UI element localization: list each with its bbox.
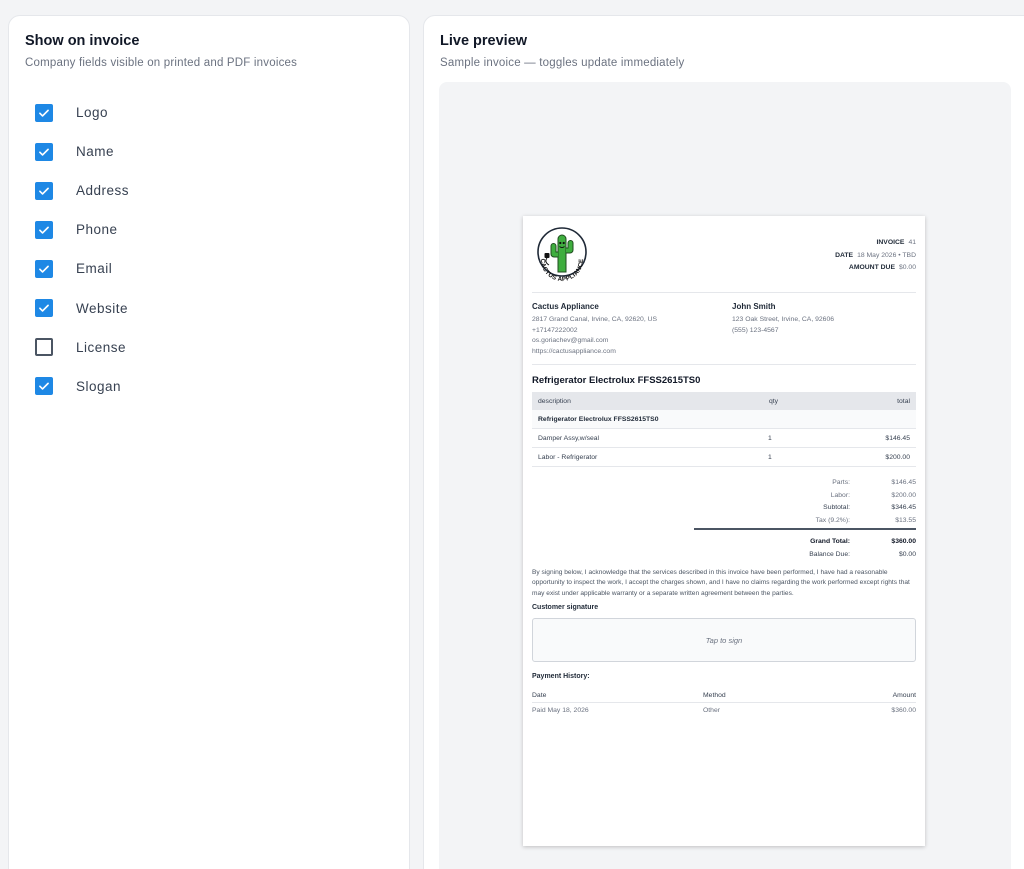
check-icon	[37, 262, 51, 276]
card-title: Live preview	[440, 33, 528, 49]
totals-balance-due	[694, 548, 916, 561]
company-phone: +17147222002	[532, 326, 578, 334]
amount-due-value: $0.00	[898, 264, 916, 271]
card-title: Show on invoice	[25, 33, 140, 49]
invoice-document	[523, 216, 925, 846]
item-qty: 1	[768, 434, 772, 442]
totals-parts	[694, 476, 916, 489]
option-label: Email	[76, 261, 113, 277]
card-subtitle: Company fields visible on printed and PDF invoices	[25, 57, 298, 69]
totals-label: Parts:	[832, 478, 850, 486]
payment-history-title: Payment History:	[532, 673, 590, 680]
signature-label: Customer signature	[532, 604, 599, 611]
checkbox-unchecked[interactable]	[35, 338, 53, 356]
payment-date: Paid May 18, 2026	[532, 707, 589, 714]
company-email: os.goriachev@gmail.com	[532, 337, 609, 345]
item-description: Damper Assy,w/seal	[538, 434, 600, 442]
customer-name: John Smith	[732, 302, 776, 311]
field-options	[35, 93, 129, 406]
col-date: Date	[532, 691, 547, 699]
check-icon	[37, 145, 51, 159]
totals-value: $200.00	[891, 491, 916, 499]
totals-subtotal	[694, 502, 916, 515]
option-label: Website	[76, 300, 129, 316]
logo-lettering: CACTUS APPLIANCE	[538, 258, 586, 284]
totals-label: Labor:	[830, 491, 850, 499]
line-items-table	[532, 392, 916, 467]
option-license[interactable]	[35, 328, 129, 367]
card-subtitle: Sample invoice — toggles update immediately	[440, 57, 685, 69]
totals-value: $13.55	[895, 517, 916, 525]
option-label: Name	[76, 144, 115, 160]
check-icon	[37, 301, 51, 315]
group-label: Refrigerator Electrolux FFSS2615TS0	[538, 415, 659, 423]
check-icon	[37, 223, 51, 237]
totals-grand-total	[694, 535, 916, 548]
checkbox-checked[interactable]	[35, 221, 53, 239]
col-amount: Amount	[892, 691, 916, 699]
option-label: License	[76, 339, 127, 355]
checkbox-checked[interactable]	[35, 182, 53, 200]
item-total: $200.00	[885, 453, 910, 461]
option-phone[interactable]	[35, 210, 129, 249]
option-label: Slogan	[76, 378, 122, 394]
option-name[interactable]	[35, 132, 129, 171]
totals-label: Subtotal:	[823, 504, 850, 512]
divider	[532, 364, 916, 365]
checkbox-checked[interactable]	[35, 104, 53, 122]
option-logo[interactable]	[35, 93, 129, 132]
company-name: Cactus Appliance	[532, 302, 599, 311]
table-header	[532, 392, 916, 410]
payment-history-header	[532, 688, 916, 703]
totals-rule	[694, 528, 916, 530]
totals-value: $346.45	[891, 504, 916, 512]
checkbox-checked[interactable]	[35, 143, 53, 161]
totals-label: Grand Total:	[810, 538, 850, 546]
check-icon	[37, 379, 51, 393]
company-block	[532, 302, 657, 357]
check-icon	[37, 184, 51, 198]
payment-row	[532, 703, 916, 718]
invoice-number: 41	[908, 239, 916, 246]
divider	[532, 292, 916, 293]
invoice-meta	[835, 237, 916, 275]
check-icon	[37, 106, 51, 120]
acknowledgement-text: By signing below, I acknowledge that the services described in this invoice have been performed, I have had a reasonable opportunity to inspect the work, I accept the charges shown, and I have no claims regarding the work performed except rights that may exist under applicable warranty or a separate written agreement between the parties.	[532, 569, 910, 597]
checkbox-checked[interactable]	[35, 377, 53, 395]
totals-label: Balance Due:	[809, 550, 850, 558]
payment-amount: $360.00	[891, 707, 916, 714]
totals-value: $146.45	[891, 478, 916, 486]
totals-labor	[694, 489, 916, 502]
col-description: description	[538, 397, 571, 405]
option-label: Address	[76, 183, 130, 199]
signature-placeholder: Tap to sign	[705, 635, 743, 645]
col-total: total	[897, 397, 910, 405]
amount-due-label: AMOUNT DUE	[848, 264, 895, 271]
company-address: 2817 Grand Canal, Irvine, CA, 92620, US	[532, 316, 658, 324]
option-label: Logo	[76, 105, 109, 121]
signature-pad[interactable]	[532, 618, 916, 662]
payment-history-table	[532, 688, 916, 718]
date-label: DATE	[835, 251, 854, 259]
checkbox-checked[interactable]	[35, 299, 53, 317]
col-method: Method	[703, 691, 726, 699]
totals-tax	[694, 514, 916, 527]
live-preview-card	[423, 15, 1024, 869]
table-row	[532, 448, 916, 467]
invoice-label: INVOICE	[876, 239, 905, 246]
col-qty: qty	[769, 397, 779, 405]
customer-block	[732, 302, 834, 336]
job-title: Refrigerator Electrolux FFSS2615TS0	[532, 375, 701, 386]
totals-value: $360.00	[891, 538, 916, 546]
item-qty: 1	[768, 453, 772, 461]
totals-value: $0.00	[898, 550, 916, 558]
checkbox-checked[interactable]	[35, 260, 53, 278]
invoice-fields-card	[8, 15, 410, 869]
company-logo	[532, 225, 592, 285]
invoice-date: 18 May 2026 • TBD	[857, 251, 916, 259]
customer-address: 123 Oak Street, Irvine, CA, 92606	[732, 316, 835, 324]
customer-phone: (555) 123-4567	[732, 326, 779, 334]
option-address[interactable]	[35, 171, 129, 210]
option-label: Phone	[76, 222, 118, 238]
item-total: $146.45	[885, 434, 910, 442]
totals-label: Tax (9.2%):	[815, 517, 850, 525]
option-website[interactable]	[35, 288, 129, 327]
option-email[interactable]	[35, 249, 129, 288]
payment-method: Other	[703, 707, 720, 714]
item-description: Labor - Refrigerator	[538, 453, 598, 461]
totals-block	[694, 476, 916, 561]
table-row	[532, 429, 916, 448]
company-website: https://cactusappliance.com	[532, 347, 616, 355]
preview-area[interactable]	[439, 82, 1011, 869]
table-group-row	[532, 410, 916, 429]
option-slogan[interactable]	[35, 367, 129, 406]
